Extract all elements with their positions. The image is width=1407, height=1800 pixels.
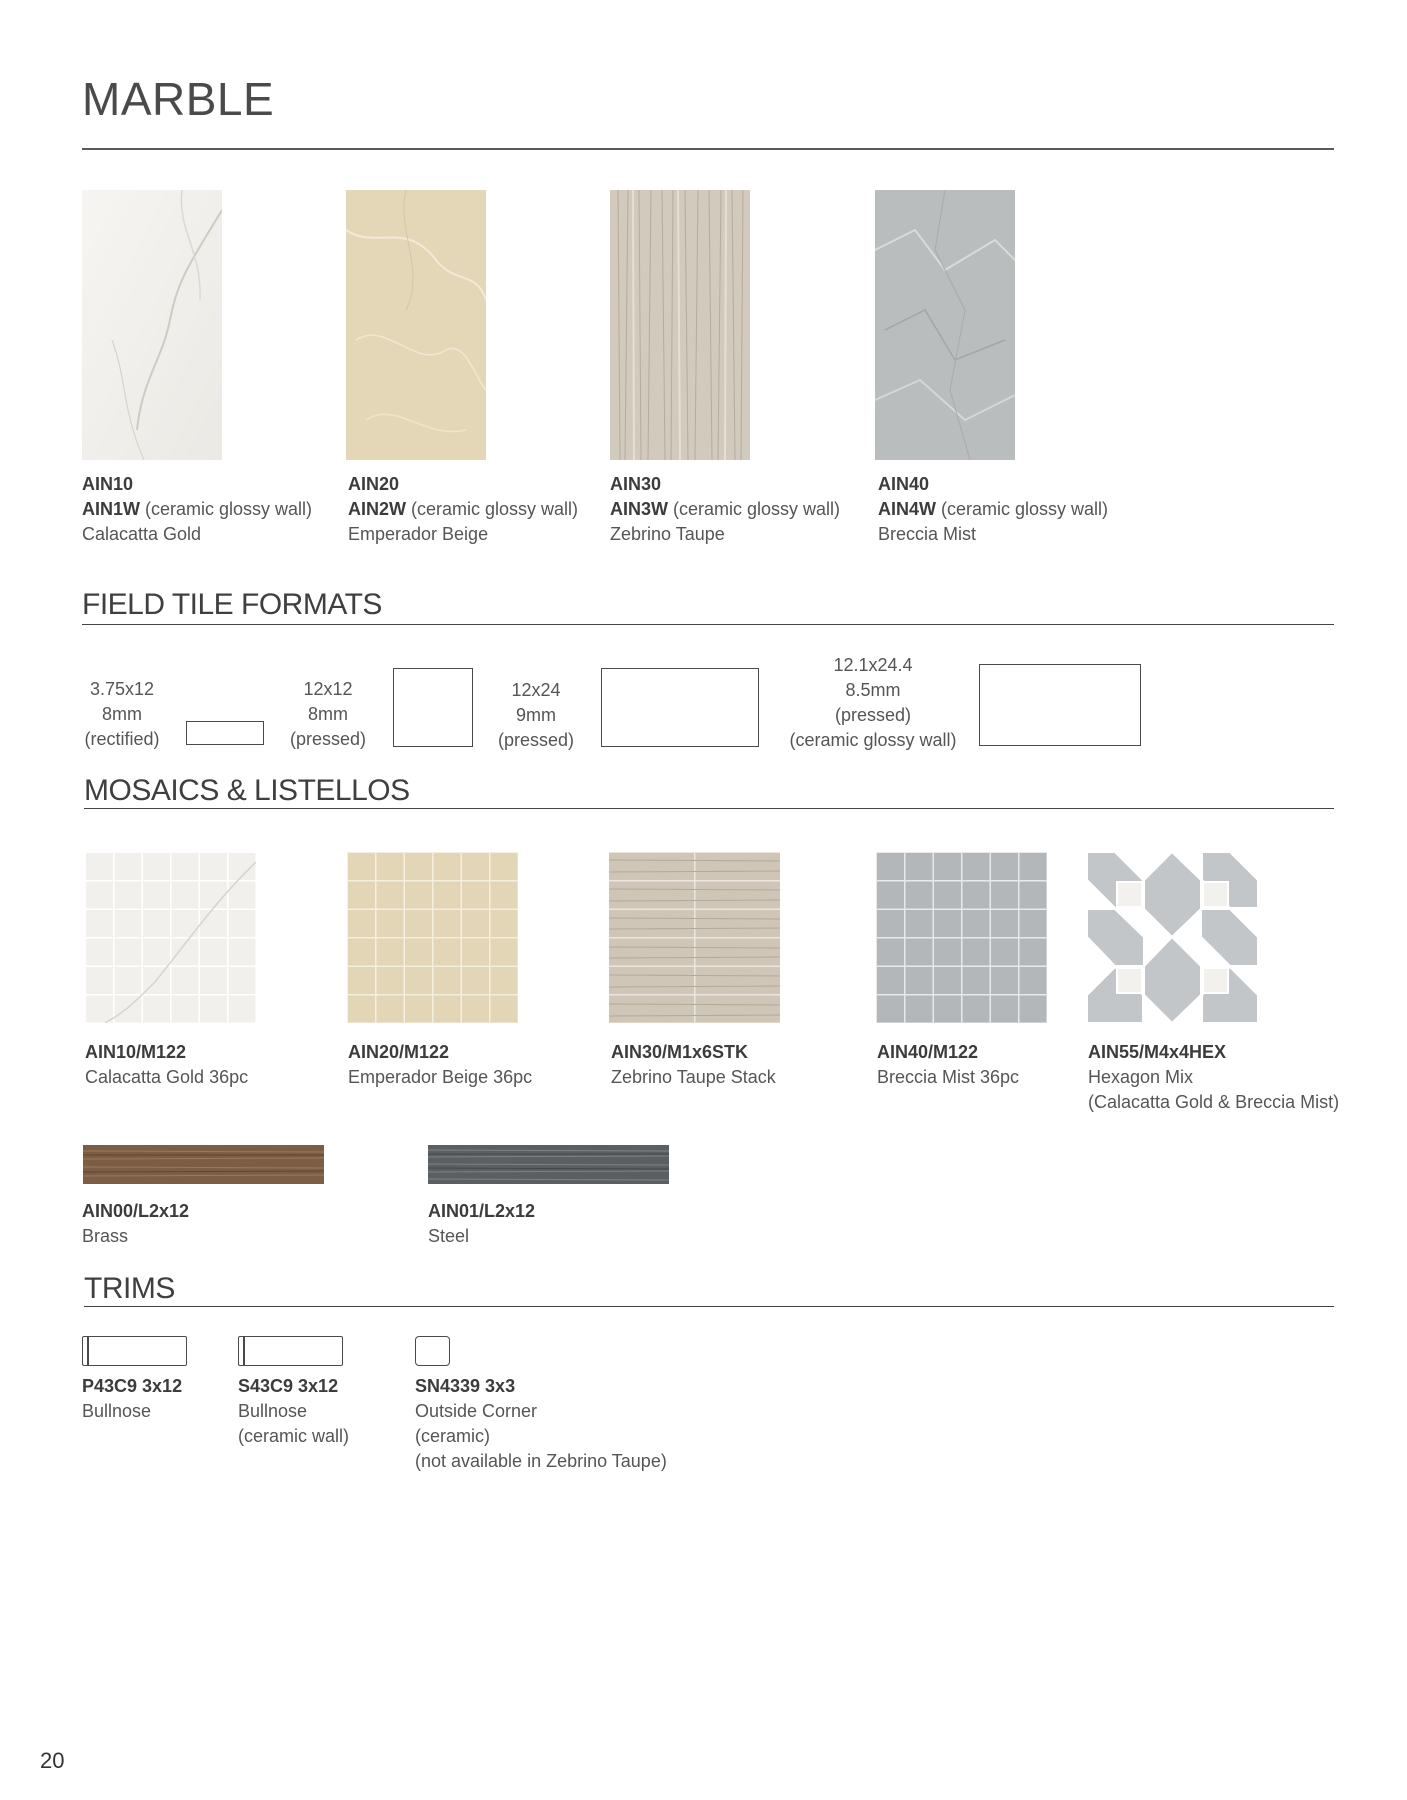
listello-steel bbox=[428, 1145, 669, 1184]
mosaic-note: (Calacatta Gold & Breccia Mist) bbox=[1088, 1092, 1340, 1112]
mosaic-item bbox=[348, 1040, 532, 1090]
field-tile-divider bbox=[82, 624, 1334, 625]
format-thickness: 8mm bbox=[102, 704, 142, 724]
mosaic-item bbox=[877, 1040, 1019, 1090]
trim-outside-corner-shape bbox=[415, 1336, 450, 1366]
mosaic-name: Emperador Beige 36pc bbox=[348, 1067, 533, 1087]
trim-bullnose-wall-shape bbox=[238, 1336, 343, 1366]
trim-line: Outside Corner bbox=[415, 1401, 538, 1421]
format-finish: (pressed) bbox=[289, 729, 367, 749]
format-thickness: 8mm bbox=[308, 704, 348, 724]
wall-code: AIN4W bbox=[878, 499, 936, 519]
mosaics-divider bbox=[84, 808, 1334, 809]
mosaic-name: Breccia Mist 36pc bbox=[877, 1067, 1020, 1087]
trim-line: (ceramic wall) bbox=[238, 1426, 350, 1446]
listello-name: Brass bbox=[82, 1226, 129, 1246]
mosaic-item bbox=[85, 1040, 248, 1090]
mosaics-heading: MOSAICS & LISTELLOS bbox=[84, 774, 410, 807]
trim-bullnose-shape bbox=[82, 1336, 187, 1366]
tile-name: Zebrino Taupe bbox=[610, 524, 725, 544]
mosaic-code: AIN10/M122 bbox=[85, 1042, 187, 1062]
mosaic-code: AIN20/M122 bbox=[348, 1042, 450, 1062]
trim-line: (not available in Zebrino Taupe) bbox=[415, 1451, 667, 1471]
trim-line: Bullnose bbox=[82, 1401, 152, 1421]
wall-note: (ceramic glossy wall) bbox=[145, 499, 313, 519]
marble-item bbox=[348, 472, 578, 547]
tile-code: AIN20 bbox=[348, 474, 400, 494]
mosaic-breccia-mist bbox=[876, 852, 1047, 1023]
wall-note: (ceramic glossy wall) bbox=[673, 499, 841, 519]
trim-item bbox=[238, 1374, 349, 1449]
title-divider bbox=[82, 148, 1334, 150]
mosaic-item bbox=[611, 1040, 776, 1090]
mosaic-code: AIN40/M122 bbox=[877, 1042, 979, 1062]
format-finish: (pressed) bbox=[497, 730, 575, 750]
wall-note: (ceramic glossy wall) bbox=[411, 499, 579, 519]
listello-code: AIN00/L2x12 bbox=[82, 1201, 190, 1221]
mosaic-zebrino-taupe bbox=[609, 852, 780, 1023]
marble-item bbox=[610, 472, 840, 547]
format-size: 3.75x12 bbox=[89, 679, 155, 699]
tile-code: AIN40 bbox=[878, 474, 930, 494]
trim-line: (ceramic) bbox=[415, 1426, 490, 1446]
format-thickness: 9mm bbox=[516, 705, 556, 725]
trim-code: SN4339 3x3 bbox=[415, 1376, 516, 1396]
trim-item bbox=[82, 1374, 182, 1424]
listello-brass bbox=[83, 1145, 324, 1184]
format-shape bbox=[393, 668, 473, 747]
wall-code: AIN2W bbox=[348, 499, 406, 519]
mosaic-code: AIN30/M1x6STK bbox=[611, 1042, 749, 1062]
format-finish: (pressed) bbox=[834, 705, 912, 725]
trims-heading: TRIMS bbox=[84, 1272, 175, 1305]
trim-line: Bullnose bbox=[238, 1401, 308, 1421]
format-shape bbox=[979, 664, 1141, 746]
trim-code: P43C9 3x12 bbox=[82, 1376, 183, 1396]
trim-item bbox=[415, 1374, 667, 1474]
wall-code: AIN3W bbox=[610, 499, 668, 519]
format-shape bbox=[186, 721, 264, 745]
format-label bbox=[778, 653, 968, 753]
tile-name: Breccia Mist bbox=[878, 524, 977, 544]
mosaic-name: Zebrino Taupe Stack bbox=[611, 1067, 776, 1087]
tile-name: Emperador Beige bbox=[348, 524, 489, 544]
listello-item bbox=[82, 1199, 189, 1249]
format-finish: (rectified) bbox=[84, 729, 160, 749]
trims-divider bbox=[84, 1306, 1334, 1307]
tile-code: AIN10 bbox=[82, 474, 134, 494]
listello-name: Steel bbox=[428, 1226, 470, 1246]
trim-code: S43C9 3x12 bbox=[238, 1376, 339, 1396]
swatch-breccia-mist bbox=[875, 190, 1015, 460]
tile-code: AIN30 bbox=[610, 474, 662, 494]
marble-item bbox=[878, 472, 1108, 547]
mosaic-calacatta-gold bbox=[85, 852, 256, 1023]
swatch-zebrino-taupe bbox=[610, 190, 750, 460]
format-note: (ceramic glossy wall) bbox=[789, 730, 957, 750]
format-label bbox=[278, 677, 378, 752]
mosaic-code: AIN55/M4x4HEX bbox=[1088, 1042, 1227, 1062]
format-label bbox=[70, 677, 174, 752]
format-shape bbox=[601, 668, 759, 747]
swatch-calacatta-gold bbox=[82, 190, 222, 460]
format-size: 12.1x24.4 bbox=[833, 655, 913, 675]
marble-item bbox=[82, 472, 312, 547]
listello-code: AIN01/L2x12 bbox=[428, 1201, 536, 1221]
format-size: 12x24 bbox=[511, 680, 561, 700]
mosaic-name: Hexagon Mix bbox=[1088, 1067, 1194, 1087]
mosaic-hexagon-mix bbox=[1087, 852, 1258, 1023]
mosaic-name: Calacatta Gold 36pc bbox=[85, 1067, 249, 1087]
format-label bbox=[486, 678, 586, 753]
tile-name: Calacatta Gold bbox=[82, 524, 202, 544]
listello-item bbox=[428, 1199, 535, 1249]
wall-code: AIN1W bbox=[82, 499, 140, 519]
page-number: 20 bbox=[40, 1748, 65, 1773]
format-thickness: 8.5mm bbox=[845, 680, 901, 700]
format-size: 12x12 bbox=[303, 679, 353, 699]
swatch-emperador-beige bbox=[346, 190, 486, 460]
wall-note: (ceramic glossy wall) bbox=[941, 499, 1109, 519]
mosaic-item bbox=[1088, 1040, 1339, 1115]
page-title: MARBLE bbox=[82, 73, 275, 125]
field-tile-heading: FIELD TILE FORMATS bbox=[82, 588, 382, 621]
mosaic-emperador-beige bbox=[347, 852, 518, 1023]
